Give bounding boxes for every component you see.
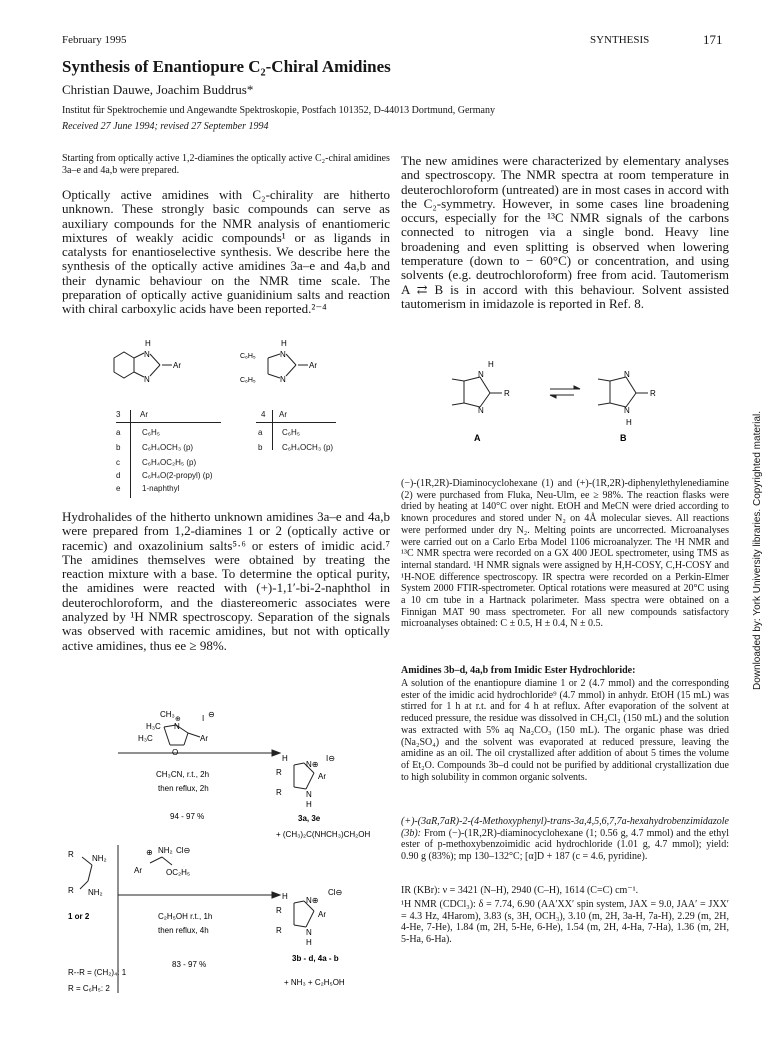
product-label-1: 3a, 3e	[298, 814, 321, 823]
svg-text:R: R	[504, 389, 510, 398]
yield-1: 94 - 97 %	[170, 812, 205, 821]
svg-text:N: N	[144, 375, 150, 384]
tautomer-label-a: A	[474, 433, 481, 443]
table-row: e 1-naphthyl	[116, 484, 180, 493]
svg-text:N: N	[478, 406, 484, 415]
svg-text:Ar: Ar	[134, 866, 142, 875]
svg-text:N⊕: N⊕	[306, 896, 319, 905]
svg-text:⊖: ⊖	[208, 710, 215, 719]
page-number: 171	[703, 32, 723, 47]
svg-text:H: H	[306, 938, 312, 947]
svg-text:H: H	[145, 339, 151, 348]
running-header-journal: SYNTHESIS	[590, 34, 650, 46]
svg-text:H: H	[488, 360, 494, 369]
characterization-paragraph: The new amidines were characterized by elementary analyses and spectroscopy. The NMR spectra at room temperature in deuterochloroform (untreated) are in most cases in accord with the C₂-symmetry. However, in some cases line broadening occurs, especially for the ¹³C NMR signals of the carbons connected to nitrogen via a single bond. Heavy line broadening and even splitting is observed when lowering temperature (down to − 60°C) or concentration, and using solvents (e.g. deutrochloroform) free from acid. Tautomerism A ⇄ B is in accord with this behaviour. Solvent assisted tautomerism in imidazole is reported in Ref. 8.	[401, 153, 729, 311]
table-header-4: 4	[261, 410, 266, 419]
condition-1a: CH₃CN, r.t., 2h	[156, 770, 210, 779]
rr-def-2: R = C₆H₅: 2	[68, 984, 110, 993]
table-header-ar-2: Ar	[279, 410, 287, 419]
svg-text:N: N	[306, 928, 312, 937]
svg-text:C₆H₅: C₆H₅	[240, 353, 256, 360]
reaction-scheme	[62, 705, 397, 1025]
amidine-structures-3-4	[100, 338, 340, 400]
svg-text:N: N	[624, 370, 630, 379]
rr-def-1: R--R = (CH₂)₄: 1	[68, 968, 127, 977]
compound-entry	[401, 816, 729, 863]
tautomer-label-b: B	[620, 433, 627, 443]
svg-text:N: N	[280, 350, 286, 359]
svg-text:Cl⊖: Cl⊖	[176, 846, 191, 855]
svg-text:H: H	[306, 800, 312, 809]
section-heading: Amidines 3b–d, 4a,b from Imidic Ester Hydrochloride:	[401, 665, 636, 676]
intro-paragraph: Optically active amidines with C₂-chirality are hitherto unknown. These strongly basic compounds can serve as auxiliary compounds for the NMR analysis of enantiomeric mixtures of weakly acidic compounds¹ or as ligands in catalysts for enantioselective synthesis. We describe here the synthesis of the optically active amidines 3a–e and 4a,b and their dynamic behaviour on the NMR time scale. The preparation of optically active guanidinium salts and reaction with chiral carboxylic acids have been reported.²⁻⁴	[62, 187, 390, 317]
authors: Christian Dauwe, Joachim Buddrus*	[62, 82, 254, 97]
table-header-ar: Ar	[140, 410, 148, 419]
nmr-data: ¹H NMR (CDCl₃): δ = 7.74, 6.90 (AA′XX′ spin system, JAX = 9.0, JAA′ = JXX′ = 4.3 Hz, 4Harom), 3.83 (s, 3H, OCH₃), 3.10 (m, 2H, 3a-H, 7a-H), 2.29 (m, 2H, 4-He, 7-He), 1.84 (m, 2H, 5-He, 6-He), 1.54 (m, 2H, 4-Ha, 7-Ha), 1.36 (m, 2H, 5-Ha, 6-Ha).	[401, 899, 729, 946]
svg-text:NH₂: NH₂	[158, 846, 173, 855]
table-row: a C₆H₅	[258, 428, 301, 437]
experimental-paragraph: (−)-(1R,2R)-Diaminocyclohexane (1) and (+)-(1R,2R)-diphenylethylenediamine (2) were purchased from Fluka, Neu-Ulm, ee ≥ 98%. The reaction flasks were dried by heating at 140°C over night. EtOH and MeCN were dried according to known procedures and stored under N₂ on 4Å molecular sieves. All reactions were performed under dry N₂. Melting points are uncorrected. Microanalyses were carried out on a Carlo Erba Model 1106 microanalyzer. The ¹H NMR and ¹³C NMR spectra were recorded on a GX 400 JEOL spectrometer, using TMS as internal standard. ¹H NMR signals were assigned by H,H-COSY, C,H-COSY and ¹H-NOE difference spectroscopy. IR spectra were recorded on a Perkin-Elmer System 2000 FTIR-spectrometer. Optical rotations were measured at 20°C using a 10 cm tube in a Hartnack polarimeter. Mass spectra were obtained on a Finnigan MAT 90 mass spectrometer. For all new compounds satisfactory microanalyses obtained: C ± 0.5, H ± 0.4, N ± 0.5.	[401, 478, 729, 630]
svg-text:⊕: ⊕	[175, 716, 181, 723]
svg-text:OC₂H₅: OC₂H₅	[166, 868, 191, 877]
diamine-label: 1 or 2	[68, 912, 90, 921]
svg-text:NH₂: NH₂	[92, 854, 107, 863]
svg-text:H₃C: H₃C	[146, 722, 161, 731]
svg-text:⊕: ⊕	[146, 848, 153, 857]
tautomer-scheme	[440, 355, 700, 445]
svg-text:N: N	[306, 790, 312, 799]
svg-text:H: H	[282, 892, 288, 901]
svg-text:H: H	[282, 754, 288, 763]
table-row: b C₆H₄OCH₃ (p)	[258, 443, 334, 452]
product-label-2: 3b - d, 4a - b	[292, 954, 339, 963]
condition-2b: then reflux, 4h	[158, 926, 209, 935]
svg-text:R: R	[68, 886, 74, 895]
compound-text: From (−)-(1R,2R)-diaminocyclohexane (1; 0.56 g, 4.7 mmol) and the ethyl ester of p-methoxybenzoimidic acid hydrochloride (1.01 g, 4.7 mmol); yield: 0.90 g (83%); mp 130–132°C; [α]D + 187 (c = 4.6, pyridine).	[401, 827, 729, 863]
procedure-paragraph: A solution of the enantiopure diamine 1 or 2 (4.7 mmol) and the corresponding ester of the imidic acid hydrochloride⁹ (4.7 mmol) in anhydr. EtOH (15 mL) was stirred for 1 h at r.t. and for 4 h at reflux. After evaporation of the solvent at reduced pressure, the residue was dissolved in CH₂Cl₂ (150 mL) and the solution was extracted with 5% aq Na₂CO₃ (150 mL). The organic phase was dried (Na₂SO₄) and the solvent was evaporated at reduced pressure, leaving the amidine as an oil. The oil crystallized after addition of about 5 times the volume of Et₂O. Compounds 3b–d could not be purified by additional crystallization due to high solubility in common organic solvents.	[401, 678, 729, 783]
svg-text:N: N	[174, 722, 180, 731]
svg-text:R: R	[650, 389, 656, 398]
svg-text:O: O	[172, 748, 179, 757]
byproduct-2: + NH₃ + C₂H₅OH	[284, 978, 345, 987]
table-row: b C₆H₄OCH₃ (p)	[116, 443, 194, 452]
yield-2: 83 - 97 %	[172, 960, 207, 969]
svg-text:N: N	[280, 375, 286, 384]
svg-text:R: R	[276, 788, 282, 797]
condition-1b: then reflux, 2h	[158, 784, 209, 793]
svg-text:Cl⊖: Cl⊖	[328, 888, 343, 897]
svg-text:H₃C: H₃C	[138, 734, 153, 743]
svg-text:Ar: Ar	[318, 910, 326, 919]
abstract: Starting from optically active 1,2-diamines the optically active C₂-chiral amidines 3a–e and 4a,b were prepared.	[62, 153, 390, 176]
svg-text:Ar: Ar	[173, 361, 181, 370]
svg-text:N: N	[144, 350, 150, 359]
svg-text:Ar: Ar	[318, 772, 326, 781]
svg-text:N⊕: N⊕	[306, 760, 319, 769]
byproduct-1: + (CH₃)₂C(NHCH₃)CH₂OH	[276, 830, 371, 839]
table-row: a C₆H₅	[116, 428, 161, 437]
svg-text:R: R	[68, 850, 74, 859]
svg-text:R: R	[276, 926, 282, 935]
svg-text:I: I	[202, 714, 205, 723]
svg-text:Ar: Ar	[200, 734, 208, 743]
received-dates: Received 27 June 1994; revised 27 September 1994	[62, 121, 269, 132]
svg-text:R: R	[276, 906, 282, 915]
table-row: c C₆H₄OC₂H₅ (p)	[116, 458, 197, 467]
ir-data: IR (KBr): ν = 3421 (N–H), 2940 (C–H), 1614 (C=C) cm⁻¹.	[401, 885, 639, 896]
article-title: Synthesis of Enantiopure C₂-Chiral Amidines	[62, 57, 391, 76]
hydrohalides-paragraph: Hydrohalides of the hitherto unknown amidines 3a–e and 4a,b were prepared from 1,2-diamines 1 or 2 (optically active or racemic) and oxazolinium salts⁵·⁶ or esters of imidic acid.⁷ The amidines themselves were obtained by treating the reaction mixture with a base. To determine the optical purity, the amidines were reacted with (+)-1,1′-bi-2-naphthol in deuterochloroform, and the diastereomeric associates were analyzed by ¹H NMR spectroscopy. Separation of the signals was observed with racemic amidines, but not with optically active amidines, thus ee ≥ 98%.	[62, 509, 390, 653]
svg-text:H: H	[626, 418, 632, 427]
svg-text:N: N	[478, 370, 484, 379]
condition-2a: C₂H₅OH r.t., 1h	[158, 912, 213, 921]
svg-text:NH₂: NH₂	[88, 888, 103, 897]
download-notice: Downloaded by: York University libraries. Copyrighted material.	[752, 410, 763, 690]
svg-text:N: N	[624, 406, 630, 415]
compound-name: (+)-(3aR,7aR)-2-(4-Methoxyphenyl)-trans-3a,4,5,6,7,7a-hexahydrobenzimidazole (3b):	[401, 816, 729, 839]
svg-text:CH₃: CH₃	[160, 710, 175, 719]
svg-text:I⊖: I⊖	[326, 754, 335, 763]
svg-text:Ar: Ar	[309, 361, 317, 370]
affiliation: Institut für Spektrochemie und Angewandte Spektroskopie, Postfach 101352, D-44013 Dortmund, Germany	[62, 105, 495, 116]
svg-text:H: H	[281, 339, 287, 348]
table-row: d C₆H₄O(2-propyl) (p)	[116, 471, 213, 480]
svg-text:C₆H₅: C₆H₅	[240, 377, 256, 384]
running-header-date: February 1995	[62, 34, 127, 46]
svg-text:R: R	[276, 768, 282, 777]
table-header-3: 3	[116, 410, 121, 419]
